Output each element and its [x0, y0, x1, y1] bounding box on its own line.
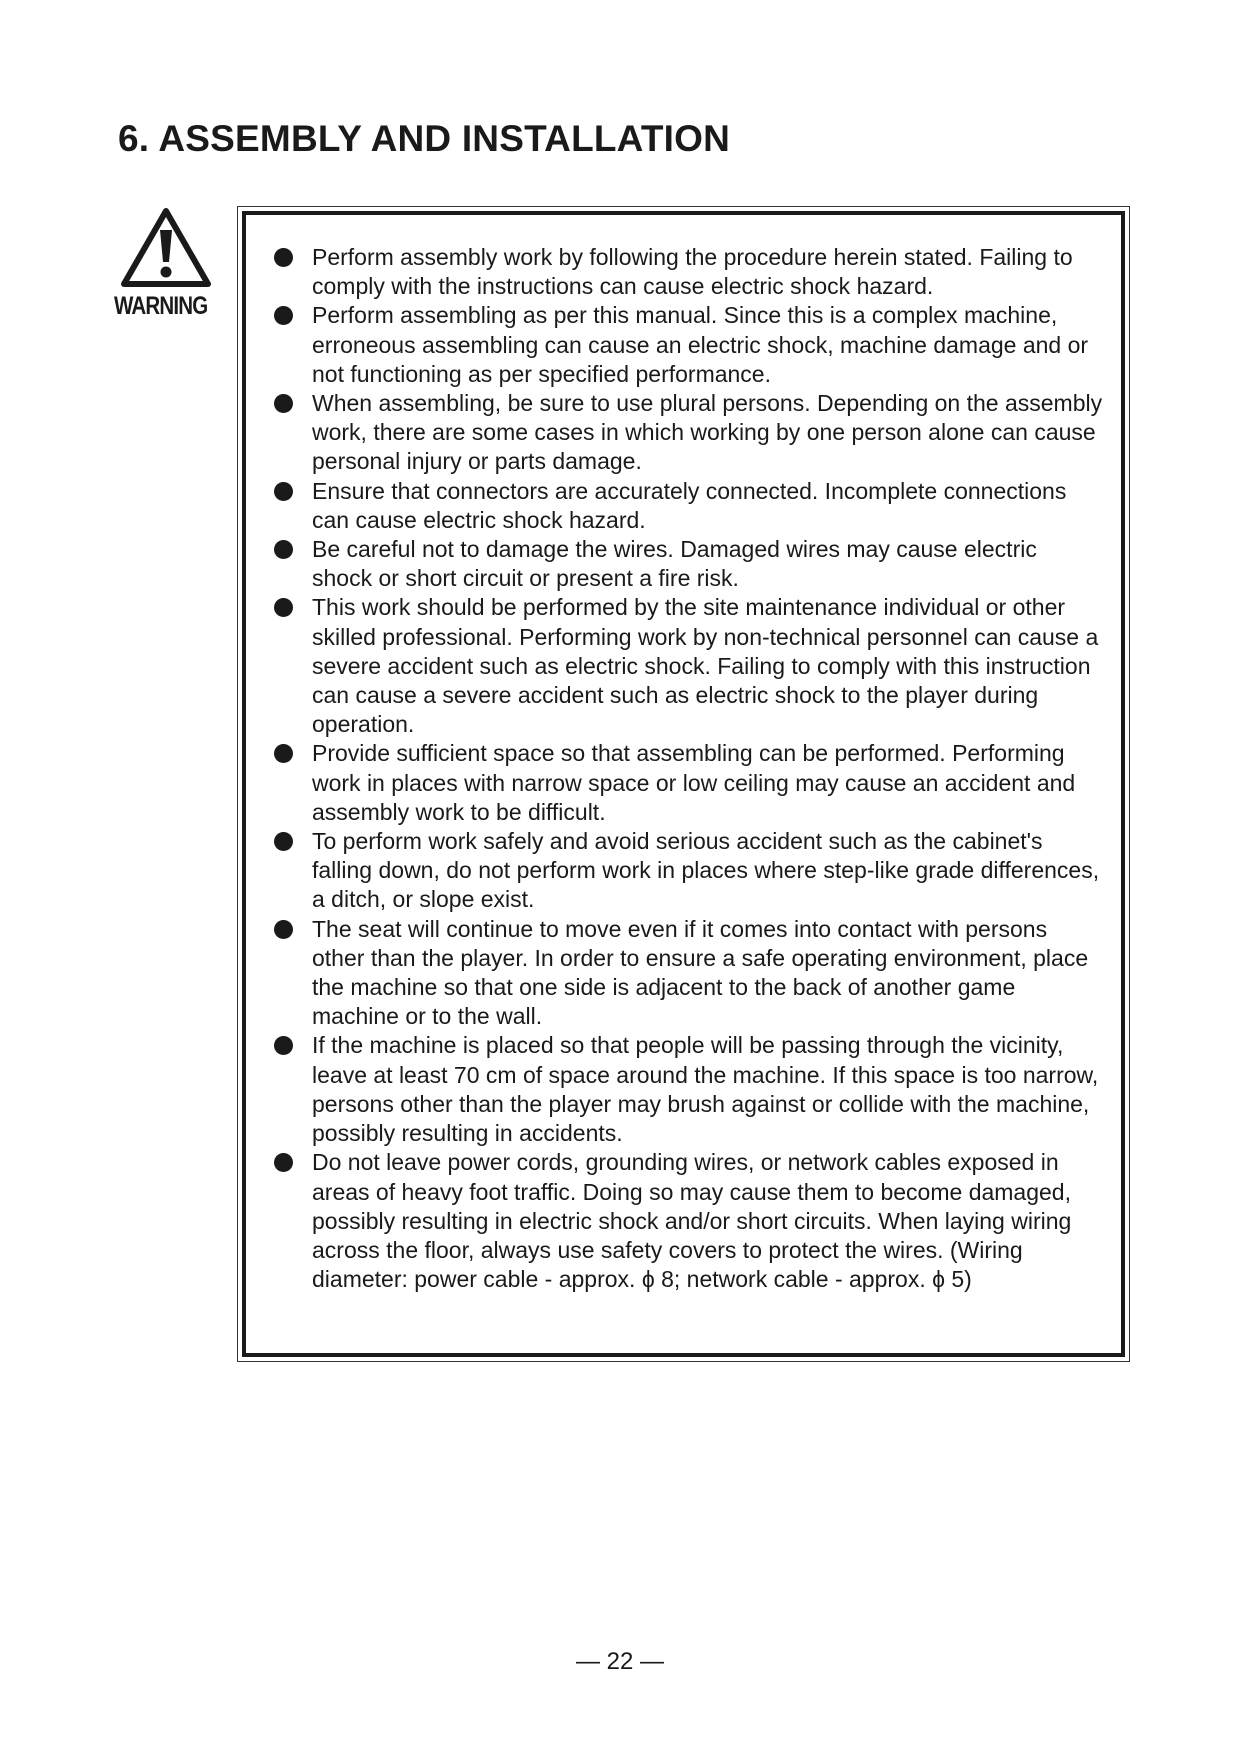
warning-list	[274, 243, 1103, 1294]
warning-text: Perform assembling as per this manual. Since this is a complex machine, erroneous assembling can cause an electric shock, machine damage and or not functioning as per specified performance.	[312, 302, 1089, 387]
warning-text: This work should be performed by the site maintenance individual or other skilled professional. Performing work by non-technical personnel can cause a severe accident such as electric shock. Failing to comply with this instruction can cause a severe accident such as electric shock to the player during operation.	[312, 594, 1099, 738]
bullet-icon	[274, 540, 293, 559]
bullet-icon	[274, 1153, 293, 1172]
warning-triangle-icon	[120, 206, 212, 288]
warning-item	[274, 1031, 1103, 1148]
warning-item	[274, 389, 1103, 477]
warning-item	[274, 301, 1103, 389]
warning-text: Do not leave power cords, grounding wires, or network cables exposed in areas of heavy foot traffic. Doing so may cause them to become damaged, possibly resulting in electric shock and/or short circuits. When laying wiring across the floor, always use safety covers to protect the wires. (Wiring diameter: power cable - approx. ϕ 8; network cable - approx. ϕ 5)	[312, 1149, 1072, 1293]
warning-box-inner	[242, 211, 1125, 1357]
warning-item	[274, 739, 1103, 827]
warning-box	[237, 206, 1130, 1362]
page-number: ― 22 ―	[575, 1648, 665, 1675]
bullet-icon	[274, 1036, 293, 1055]
warning-item	[274, 243, 1103, 301]
bullet-icon	[274, 248, 293, 267]
warning-text: The seat will continue to move even if it comes into contact with persons other than the player. In order to ensure a safe operating environment, place the machine so that one side is adjacent to the back of another game machine or to the wall.	[312, 915, 1089, 1030]
warning-symbol	[114, 206, 218, 321]
warning-text: Ensure that connectors are accurately connected. Incomplete connections can cause electric shock hazard.	[312, 477, 1067, 533]
bullet-icon	[274, 920, 293, 939]
warning-item	[274, 827, 1103, 915]
warning-text: Provide sufficient space so that assembling can be performed. Performing work in places with narrow space or low ceiling may cause an accident and assembly work to be difficult.	[312, 740, 1076, 825]
bullet-icon	[274, 832, 293, 851]
bullet-icon	[274, 394, 293, 413]
bullet-icon	[274, 482, 293, 501]
bullet-icon	[274, 598, 293, 617]
warning-item	[274, 915, 1103, 1032]
warning-item	[274, 535, 1103, 593]
warning-text: When assembling, be sure to use plural persons. Depending on the assembly work, there are some cases in which working by one person alone can cause personal injury or parts damage.	[312, 390, 1103, 475]
warning-text: If the machine is placed so that people will be passing through the vicinity, leave at least 70 cm of space around the machine. If this space is too narrow, persons other than the player may brush against or collide with the machine, possibly resulting in accidents.	[312, 1032, 1099, 1147]
warning-label: WARNING	[114, 292, 208, 320]
page-title: 6. ASSEMBLY AND INSTALLATION	[118, 118, 731, 159]
warning-text: Be careful not to damage the wires. Damaged wires may cause electric shock or short circuit or present a fire risk.	[312, 536, 1037, 592]
warning-text: Perform assembly work by following the procedure herein stated. Failing to comply with the instructions can cause electric shock hazard.	[312, 244, 1073, 300]
warning-item	[274, 1148, 1103, 1294]
bullet-icon	[274, 306, 293, 325]
warning-item	[274, 593, 1103, 739]
warning-item	[274, 477, 1103, 535]
bullet-icon	[274, 744, 293, 763]
warning-text: To perform work safely and avoid serious accident such as the cabinet's falling down, do not perform work in places where step-like grade differences, a ditch, or slope exist.	[312, 828, 1100, 913]
